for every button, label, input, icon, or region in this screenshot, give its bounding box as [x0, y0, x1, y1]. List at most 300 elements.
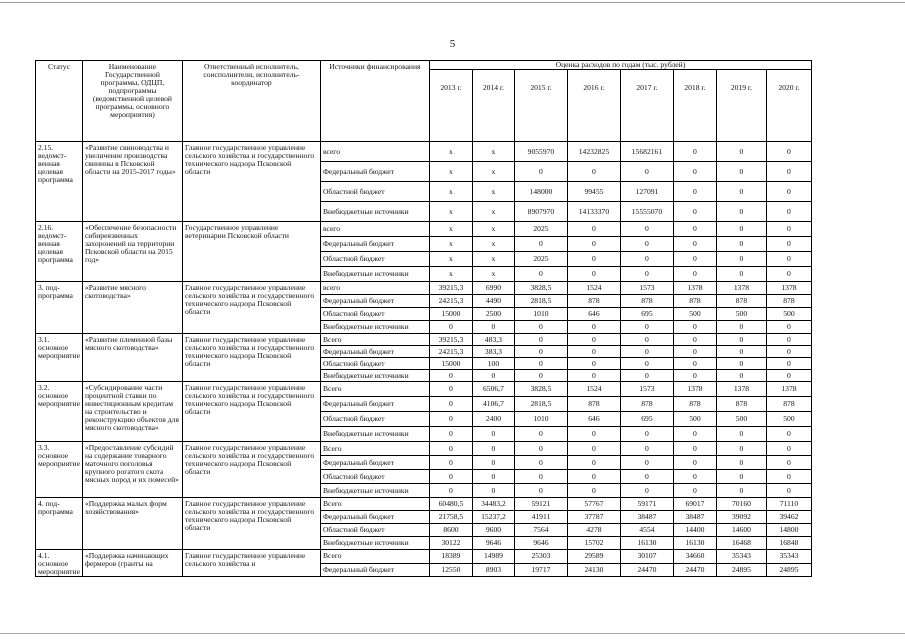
value-cell: 2818,5: [514, 295, 567, 308]
value-cell: х: [472, 222, 514, 237]
value-cell: х: [429, 267, 472, 282]
table-row: [36, 142, 812, 162]
value-cell: 39215,3: [429, 334, 472, 346]
value-cell: 0: [766, 321, 811, 334]
funding-source: всего: [320, 282, 429, 295]
value-cell: 24470: [620, 563, 673, 577]
year-header: 2016 г.: [567, 70, 620, 142]
value-cell: 0: [567, 470, 620, 484]
value-cell: х: [429, 182, 472, 202]
funding-source: Внебюджетные источники: [320, 202, 429, 222]
value-cell: х: [472, 252, 514, 267]
value-cell: 0: [766, 442, 811, 456]
value-cell: 4278: [567, 524, 620, 537]
value-cell: 15682161: [620, 142, 673, 162]
funding-source: Федеральный бюджет: [320, 237, 429, 252]
value-cell: 2500: [472, 308, 514, 321]
value-cell: 500: [673, 412, 716, 427]
funding-source: Федеральный бюджет: [320, 295, 429, 308]
value-cell: 38487: [620, 511, 673, 524]
value-cell: 0: [567, 162, 620, 182]
value-cell: 0: [673, 252, 716, 267]
value-cell: 0: [716, 427, 766, 442]
row-responsible: Главное государственное управление сельского хозяйства и: [182, 550, 320, 577]
value-cell: 0: [567, 252, 620, 267]
value-cell: 878: [766, 295, 811, 308]
value-cell: 0: [673, 427, 716, 442]
value-cell: 500: [716, 308, 766, 321]
value-cell: 0: [673, 162, 716, 182]
value-cell: 0: [673, 202, 716, 222]
value-cell: 0: [620, 484, 673, 498]
value-cell: х: [429, 162, 472, 182]
value-cell: 1378: [716, 282, 766, 295]
value-cell: 0: [766, 370, 811, 382]
value-cell: 14600: [716, 524, 766, 537]
year-header: 2020 г.: [766, 70, 811, 142]
year-header: 2013 г.: [429, 70, 472, 142]
value-cell: 1378: [673, 282, 716, 295]
value-cell: 8903: [472, 563, 514, 577]
value-cell: 0: [567, 321, 620, 334]
value-cell: 37787: [567, 511, 620, 524]
value-cell: 0: [766, 142, 811, 162]
value-cell: 2025: [514, 222, 567, 237]
value-cell: 60480,5: [429, 498, 472, 511]
value-cell: 0: [766, 182, 811, 202]
row-status: 4. под-программа: [36, 498, 83, 550]
funding-source: Областной бюджет: [320, 524, 429, 537]
value-cell: 500: [673, 308, 716, 321]
value-cell: 0: [620, 237, 673, 252]
value-cell: 500: [766, 308, 811, 321]
value-cell: 21758,5: [429, 511, 472, 524]
value-cell: 1573: [620, 282, 673, 295]
table-row: [36, 282, 812, 295]
row-name: «Поддержка малых форм хозяйствования»: [82, 498, 182, 550]
value-cell: 1378: [673, 382, 716, 397]
scan-top-edge: [0, 2, 905, 3]
value-cell: 0: [567, 237, 620, 252]
value-cell: 0: [766, 456, 811, 470]
value-cell: 39462: [766, 511, 811, 524]
value-cell: 2400: [472, 412, 514, 427]
table-row: [36, 550, 812, 564]
value-cell: 0: [514, 334, 567, 346]
funding-source: Внебюджетные источники: [320, 267, 429, 282]
value-cell: 0: [620, 162, 673, 182]
budget-table: [35, 60, 812, 577]
value-cell: 0: [567, 334, 620, 346]
value-cell: 0: [673, 321, 716, 334]
funding-source: Федеральный бюджет: [320, 162, 429, 182]
year-header: 2014 г.: [472, 70, 514, 142]
value-cell: 878: [716, 397, 766, 412]
value-cell: 9646: [514, 537, 567, 550]
value-cell: 0: [429, 370, 472, 382]
funding-source: Областной бюджет: [320, 308, 429, 321]
value-cell: 0: [766, 358, 811, 370]
funding-source: Внебюджетные источники: [320, 321, 429, 334]
value-cell: 2025: [514, 252, 567, 267]
value-cell: 0: [766, 334, 811, 346]
year-header: 2017 г.: [620, 70, 673, 142]
value-cell: 0: [716, 252, 766, 267]
value-cell: 3828,5: [514, 382, 567, 397]
value-cell: 0: [716, 222, 766, 237]
value-cell: 1378: [766, 282, 811, 295]
value-cell: 24470: [673, 563, 716, 577]
value-cell: 7564: [514, 524, 567, 537]
table-row: [36, 498, 812, 511]
value-cell: 0: [514, 470, 567, 484]
value-cell: 39215,3: [429, 282, 472, 295]
header-name: Наименование Государственной программы, ОДЦП, подпрограммы (ведомственной целевой программы, основного мероприятия): [82, 61, 182, 142]
year-header: 2015 г.: [514, 70, 567, 142]
funding-source: Всего: [320, 550, 429, 564]
value-cell: 15000: [429, 308, 472, 321]
value-cell: 0: [514, 456, 567, 470]
funding-source: Областной бюджет: [320, 412, 429, 427]
value-cell: 6506,7: [472, 382, 514, 397]
value-cell: 14400: [673, 524, 716, 537]
value-cell: х: [472, 267, 514, 282]
value-cell: 0: [620, 358, 673, 370]
value-cell: 59171: [620, 498, 673, 511]
table-row: [36, 382, 812, 397]
value-cell: 878: [716, 295, 766, 308]
value-cell: 878: [766, 397, 811, 412]
value-cell: 0: [716, 321, 766, 334]
row-name: «Развитие свиноводства и увеличение производства свинины в Псковской области на 2015-2017 годы»: [82, 142, 182, 222]
funding-source: Всего: [320, 498, 429, 511]
value-cell: 14800: [766, 524, 811, 537]
value-cell: 695: [620, 412, 673, 427]
row-responsible: Государственное управление ветеринарии Псковской области: [182, 222, 320, 282]
value-cell: 0: [766, 252, 811, 267]
page-number: 5: [449, 38, 456, 50]
value-cell: 3828,5: [514, 282, 567, 295]
value-cell: 0: [673, 142, 716, 162]
value-cell: 0: [620, 334, 673, 346]
funding-source: Областной бюджет: [320, 470, 429, 484]
value-cell: 0: [514, 427, 567, 442]
value-cell: х: [472, 237, 514, 252]
value-cell: х: [429, 252, 472, 267]
value-cell: 25303: [514, 550, 567, 564]
value-cell: 35343: [766, 550, 811, 564]
row-responsible: Главное государственное управление сельского хозяйства и государственного технического надзора Псковской области: [182, 442, 320, 498]
row-name: «Предоставление субсидий на содержание товарного маточного поголовья крупного рогатого скота мясных пород и их помесей»: [82, 442, 182, 498]
value-cell: 0: [620, 370, 673, 382]
row-status: 3.1. основное мероприятие: [36, 334, 83, 382]
value-cell: 71110: [766, 498, 811, 511]
value-cell: 0: [716, 237, 766, 252]
funding-source: Внебюджетные источники: [320, 370, 429, 382]
value-cell: 0: [716, 162, 766, 182]
row-responsible: Главное государственное управление сельского хозяйства и государственного технического надзора Псковской области: [182, 382, 320, 442]
value-cell: 38487: [673, 511, 716, 524]
value-cell: х: [472, 202, 514, 222]
row-name: «Поддержка начинающих фермеров (гранты на: [82, 550, 182, 577]
funding-source: всего: [320, 222, 429, 237]
row-name: «Развитие мясного скотоводства»: [82, 282, 182, 334]
value-cell: 0: [620, 427, 673, 442]
row-status: 4.1. основное мероприятие: [36, 550, 83, 577]
value-cell: 0: [716, 142, 766, 162]
value-cell: 4106,7: [472, 397, 514, 412]
value-cell: 0: [429, 412, 472, 427]
value-cell: 0: [620, 267, 673, 282]
funding-source: Всего: [320, 334, 429, 346]
value-cell: 0: [766, 470, 811, 484]
value-cell: 0: [567, 358, 620, 370]
value-cell: 0: [673, 456, 716, 470]
value-cell: 34483,2: [472, 498, 514, 511]
value-cell: 2818,5: [514, 397, 567, 412]
value-cell: 383,3: [472, 346, 514, 358]
value-cell: х: [472, 142, 514, 162]
value-cell: 500: [716, 412, 766, 427]
value-cell: 0: [620, 321, 673, 334]
value-cell: 0: [673, 346, 716, 358]
value-cell: 0: [429, 321, 472, 334]
value-cell: 878: [567, 397, 620, 412]
value-cell: 0: [514, 358, 567, 370]
value-cell: х: [429, 202, 472, 222]
row-status: 3.3. основное мероприятие: [36, 442, 83, 498]
value-cell: 57767: [567, 498, 620, 511]
value-cell: 0: [620, 456, 673, 470]
value-cell: 0: [673, 222, 716, 237]
value-cell: 1010: [514, 308, 567, 321]
value-cell: 0: [620, 222, 673, 237]
value-cell: 127091: [620, 182, 673, 202]
value-cell: 0: [620, 252, 673, 267]
value-cell: 0: [472, 484, 514, 498]
value-cell: 878: [620, 397, 673, 412]
value-cell: 4554: [620, 524, 673, 537]
value-cell: 4490: [472, 295, 514, 308]
value-cell: 646: [567, 412, 620, 427]
scan-bottom-edge: [0, 633, 905, 634]
value-cell: 1010: [514, 412, 567, 427]
row-responsible: Главное государственное управление сельского хозяйства и государственного технического надзора Псковской области: [182, 498, 320, 550]
value-cell: 0: [514, 237, 567, 252]
value-cell: 41911: [514, 511, 567, 524]
value-cell: 0: [716, 484, 766, 498]
value-cell: 0: [673, 370, 716, 382]
value-cell: 878: [673, 295, 716, 308]
value-cell: 0: [766, 202, 811, 222]
value-cell: 0: [567, 222, 620, 237]
value-cell: 0: [472, 470, 514, 484]
value-cell: 0: [514, 346, 567, 358]
value-cell: 0: [716, 442, 766, 456]
table-row: [36, 442, 812, 456]
table-row: [36, 334, 812, 346]
header-sources: Источники финансирования: [320, 61, 429, 142]
value-cell: 0: [716, 202, 766, 222]
value-cell: 0: [620, 442, 673, 456]
value-cell: 0: [673, 237, 716, 252]
value-cell: 0: [567, 370, 620, 382]
value-cell: 24130: [567, 563, 620, 577]
value-cell: 24215,3: [429, 295, 472, 308]
value-cell: 0: [429, 484, 472, 498]
value-cell: 0: [716, 358, 766, 370]
value-cell: 0: [472, 442, 514, 456]
funding-source: Федеральный бюджет: [320, 456, 429, 470]
value-cell: 0: [716, 182, 766, 202]
value-cell: 15555070: [620, 202, 673, 222]
value-cell: 9600: [472, 524, 514, 537]
value-cell: 70160: [716, 498, 766, 511]
value-cell: 9055970: [514, 142, 567, 162]
value-cell: 59121: [514, 498, 567, 511]
value-cell: 16468: [716, 537, 766, 550]
year-header: 2018 г.: [673, 70, 716, 142]
value-cell: 16130: [673, 537, 716, 550]
table-row: [36, 222, 812, 237]
row-name: «Развитие племенной базы мясного скотоводства»: [82, 334, 182, 382]
row-status: 2.15. ведомст-венная целевая программа: [36, 142, 83, 222]
value-cell: 0: [514, 321, 567, 334]
value-cell: 0: [673, 442, 716, 456]
value-cell: 0: [472, 456, 514, 470]
value-cell: 8907970: [514, 202, 567, 222]
funding-source: Федеральный бюджет: [320, 563, 429, 577]
year-header: 2019 г.: [716, 70, 766, 142]
value-cell: 0: [429, 470, 472, 484]
row-responsible: Главное государственное управление сельского хозяйства и государственного технического надзора Псковской области: [182, 334, 320, 382]
value-cell: 646: [567, 308, 620, 321]
value-cell: 0: [716, 334, 766, 346]
value-cell: 878: [620, 295, 673, 308]
value-cell: 9646: [472, 537, 514, 550]
value-cell: 19717: [514, 563, 567, 577]
row-status: 2.16. ведомст-венная целевая программа: [36, 222, 83, 282]
value-cell: 14232825: [567, 142, 620, 162]
value-cell: 1524: [567, 382, 620, 397]
value-cell: 500: [766, 412, 811, 427]
value-cell: 0: [567, 456, 620, 470]
value-cell: 0: [673, 358, 716, 370]
funding-source: Федеральный бюджет: [320, 397, 429, 412]
value-cell: 24215,3: [429, 346, 472, 358]
value-cell: 99455: [567, 182, 620, 202]
value-cell: 0: [472, 427, 514, 442]
value-cell: 148000: [514, 182, 567, 202]
value-cell: 0: [514, 267, 567, 282]
value-cell: 14989: [472, 550, 514, 564]
funding-source: Областной бюджет: [320, 358, 429, 370]
row-responsible: Главное государственное управление сельского хозяйства и государственного технического надзора Псковской области: [182, 142, 320, 222]
value-cell: 18389: [429, 550, 472, 564]
funding-source: Федеральный бюджет: [320, 346, 429, 358]
value-cell: 6990: [472, 282, 514, 295]
funding-source: Всего: [320, 382, 429, 397]
value-cell: 15000: [429, 358, 472, 370]
value-cell: 695: [620, 308, 673, 321]
value-cell: 39092: [716, 511, 766, 524]
value-cell: 100: [472, 358, 514, 370]
value-cell: 0: [716, 346, 766, 358]
value-cell: 1524: [567, 282, 620, 295]
funding-source: Всего: [320, 442, 429, 456]
value-cell: 14133370: [567, 202, 620, 222]
value-cell: 1378: [716, 382, 766, 397]
header-estimate: Оценка расходов по годам (тыс. рублей): [429, 61, 811, 70]
value-cell: 0: [673, 267, 716, 282]
value-cell: 0: [620, 346, 673, 358]
value-cell: 0: [514, 162, 567, 182]
value-cell: 15702: [567, 537, 620, 550]
value-cell: 0: [716, 456, 766, 470]
value-cell: 1573: [620, 382, 673, 397]
value-cell: 0: [716, 470, 766, 484]
value-cell: 0: [766, 237, 811, 252]
row-name: «Субсидирование части процентной ставки по инвестиционным кредитам на строительство и реконструкцию объектов для мясного скотоводства»: [82, 382, 182, 442]
value-cell: 30122: [429, 537, 472, 550]
value-cell: 0: [429, 456, 472, 470]
row-responsible: Главное государственное управление сельского хозяйства и государственного технического надзора Псковской области: [182, 282, 320, 334]
value-cell: х: [429, 222, 472, 237]
value-cell: 0: [472, 370, 514, 382]
value-cell: 0: [514, 484, 567, 498]
value-cell: 0: [673, 484, 716, 498]
value-cell: 35343: [716, 550, 766, 564]
value-cell: 0: [673, 334, 716, 346]
row-status: 3. под-программа: [36, 282, 83, 334]
funding-source: Внебюджетные источники: [320, 537, 429, 550]
value-cell: х: [472, 182, 514, 202]
value-cell: 0: [766, 484, 811, 498]
value-cell: 0: [716, 267, 766, 282]
row-status: 3.2. основное мероприятие: [36, 382, 83, 442]
value-cell: 0: [567, 427, 620, 442]
value-cell: 0: [514, 370, 567, 382]
value-cell: 0: [472, 321, 514, 334]
value-cell: 34660: [673, 550, 716, 564]
value-cell: 15237,2: [472, 511, 514, 524]
value-cell: 0: [429, 382, 472, 397]
value-cell: 30107: [620, 550, 673, 564]
value-cell: 0: [429, 397, 472, 412]
value-cell: 0: [567, 484, 620, 498]
value-cell: 0: [673, 182, 716, 202]
value-cell: х: [472, 162, 514, 182]
funding-source: Областной бюджет: [320, 252, 429, 267]
value-cell: 8600: [429, 524, 472, 537]
funding-source: Федеральный бюджет: [320, 511, 429, 524]
value-cell: 0: [567, 346, 620, 358]
value-cell: 16848: [766, 537, 811, 550]
value-cell: 0: [429, 427, 472, 442]
value-cell: 0: [766, 222, 811, 237]
value-cell: х: [429, 237, 472, 252]
row-name: «Обеспечение безопасности сибиреязвенных захоронений на территории Псковской области на 2015 год»: [82, 222, 182, 282]
value-cell: 878: [673, 397, 716, 412]
value-cell: х: [429, 142, 472, 162]
value-cell: 0: [514, 442, 567, 456]
funding-source: Областной бюджет: [320, 182, 429, 202]
value-cell: 0: [673, 470, 716, 484]
funding-source: всего: [320, 142, 429, 162]
value-cell: 0: [567, 267, 620, 282]
header-responsible: Ответственный исполнитель, соисполнители, исполнитель-координатор: [182, 61, 320, 142]
value-cell: 0: [766, 427, 811, 442]
